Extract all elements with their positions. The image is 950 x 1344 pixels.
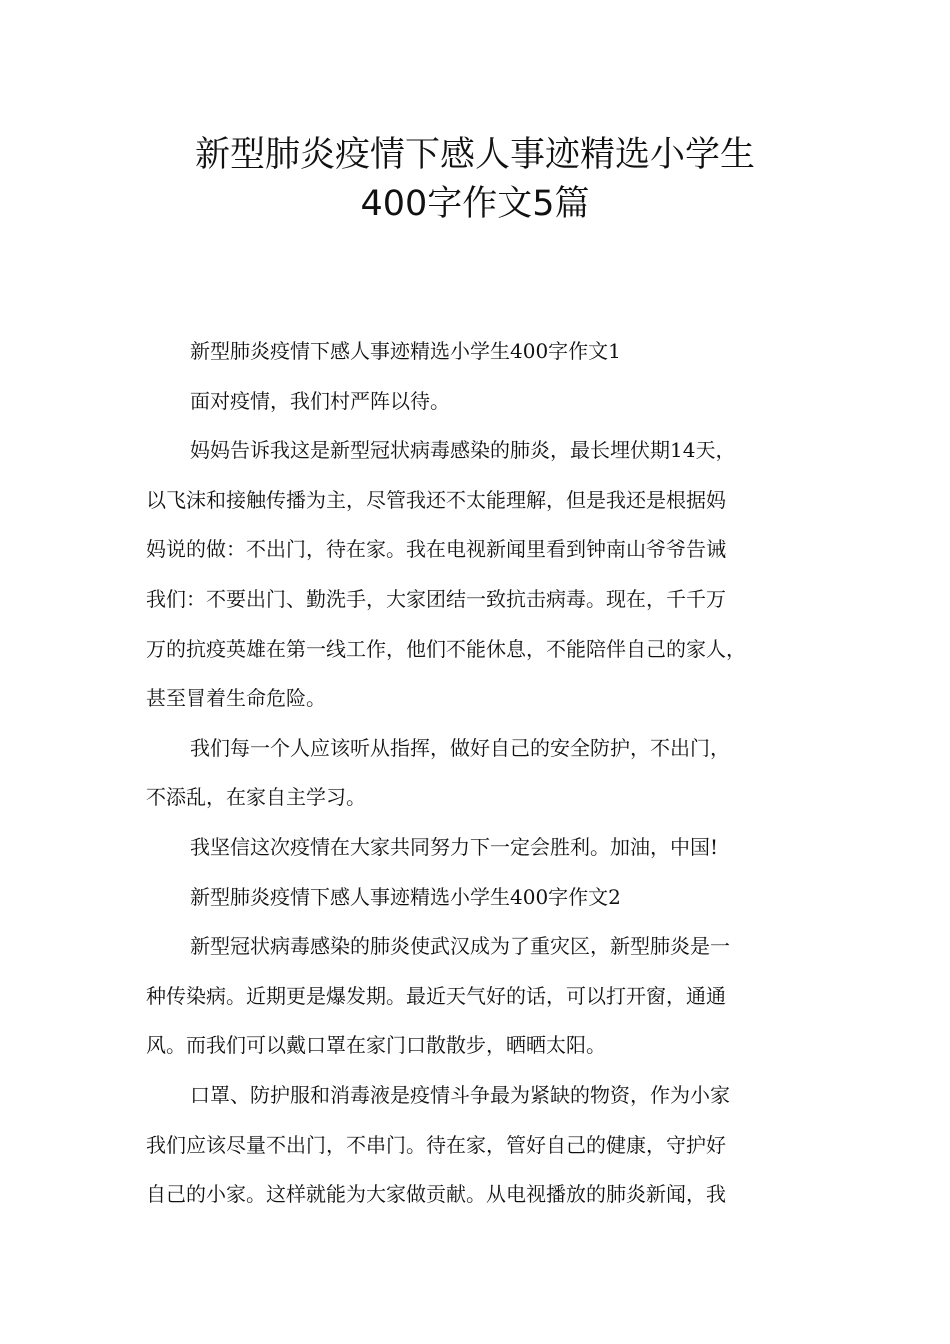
document-title-line-1: 新型肺炎疫情下感人事迹精选小学生 — [194, 135, 755, 175]
text-line: 甚至冒着生命危险。 — [146, 686, 326, 711]
text-line: 新型肺炎疫情下感人事迹精选小学生400字作文2 — [190, 884, 621, 909]
text-line: 妈妈告诉我这是新型冠状病毒感染的肺炎，最长埋伏期14天， — [190, 438, 736, 463]
text-line: 自己的小家。这样就能为大家做贡献。从电视播放的肺炎新闻，我 — [146, 1182, 726, 1207]
text-line: 以飞沫和接触传播为主，尽管我还不太能理解，但是我还是根据妈 — [146, 487, 726, 512]
text-line: 种传染病。近期更是爆发期。最近天气好的话，可以打开窗，通通 — [146, 983, 726, 1008]
text-line: 口罩、防护服和消毒液是疫情斗争最为紧缺的物资，作为小家 — [190, 1082, 730, 1107]
text-line: 不添乱，在家自主学习。 — [146, 785, 366, 810]
document-body — [146, 327, 826, 1220]
text-line: 面对疫情，我们村严阵以待。 — [190, 388, 450, 413]
text-line: 风。而我们可以戴口罩在家门口散散步，晒晒太阳。 — [146, 1033, 606, 1058]
text-line: 我们每一个人应该听从指挥，做好自己的安全防护，不出门， — [190, 735, 730, 760]
text-line: 妈说的做：不出门，待在家。我在电视新闻里看到钟南山爷爷告诫 — [146, 537, 726, 562]
document-title-line-2: 400字作文5篇 — [360, 184, 590, 224]
text-line: 我们：不要出门、勤洗手，大家团结一致抗击病毒。现在，千千万 — [146, 586, 726, 611]
text-line: 万的抗疫英雄在第一线工作，他们不能休息，不能陪伴自己的家人， — [146, 636, 746, 661]
text-line: 新型肺炎疫情下感人事迹精选小学生400字作文1 — [190, 339, 621, 363]
text-line: 我们应该尽量不出门，不串门。待在家，管好自己的健康，守护好 — [146, 1132, 726, 1157]
text-line: 新型冠状病毒感染的肺炎使武汉成为了重灾区，新型肺炎是一 — [190, 934, 730, 959]
text-line: 我坚信这次疫情在大家共同努力下一定会胜利。加油，中国! — [190, 834, 719, 859]
